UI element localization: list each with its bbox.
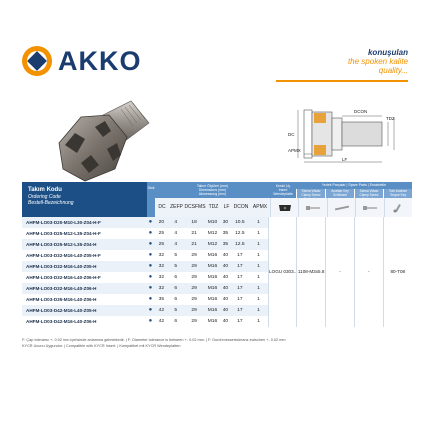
- lf-cell: 40: [220, 305, 231, 316]
- ordering-code-header: [22, 182, 147, 217]
- apmx-cell: 1: [249, 217, 269, 228]
- stock-dot-icon: [147, 239, 155, 250]
- dc-cell: 32: [158, 274, 165, 280]
- header: [0, 0, 434, 90]
- dcsfms-cell: 29: [191, 252, 197, 258]
- stock-dot-icon: [147, 261, 155, 272]
- dcon-cell: 17: [231, 305, 249, 316]
- stock-dot-icon: [147, 283, 155, 294]
- key-icon: [327, 198, 355, 217]
- apmx-cell: 1: [257, 318, 260, 324]
- ordering-code-title-tr: Takım Kodu: [28, 187, 62, 193]
- slogan-line-3: quality...: [378, 66, 408, 75]
- tdz-cell: M16: [207, 252, 218, 258]
- insert-header-de: Wendeplatte: [273, 192, 293, 196]
- apmx-cell: 1: [249, 239, 269, 250]
- dcsfms-cell: 29: [191, 318, 197, 324]
- dcon-cell: 10.5: [231, 217, 249, 228]
- dcsfms-cell: 29: [183, 261, 205, 272]
- lf-cell: 40: [222, 296, 229, 302]
- stock-dot-icon: ●: [148, 230, 153, 236]
- zefp-cell: 5: [168, 261, 183, 272]
- akko-logo: [22, 46, 152, 76]
- col-tdz: TDZ: [208, 204, 219, 210]
- insert-header-en: Insert: [278, 188, 288, 192]
- ordering-code-cell: AHFM-LO03-D25-M12-L35-Z04-H-F: [26, 230, 101, 236]
- zefp-cell: 6: [168, 283, 183, 294]
- footer-line-1: F: Çap toleransı +- 0.02 mm içerisinde anlamına gelmektedir. | F: Diameter tolerance is between +- 0.02 mm. | F: Durchmessertoleranz zwischen +- 0.02 mm: [22, 338, 286, 342]
- col-lf: LF: [223, 204, 230, 210]
- torque-key-value-cell: 80-T08: [383, 217, 412, 327]
- spare-parts-columns: [296, 189, 412, 198]
- zefp-cell: 5: [174, 252, 178, 258]
- stock-dot-icon: ●: [148, 219, 153, 225]
- torque-key-icon: [384, 198, 412, 217]
- insert-icon: [270, 198, 298, 217]
- ordering-code-cell: AHFM-LO03-D25-M12-L35-Z04-H: [22, 239, 147, 250]
- stock-dot-icon: [147, 316, 155, 327]
- lf-cell: 40: [222, 318, 229, 324]
- clamp-screw-value-cell: 1108-M3x5.8: [297, 217, 326, 327]
- lf-cell: 40: [222, 252, 229, 258]
- dcsfms-cell: 21: [183, 239, 205, 250]
- dcon-cell: 12.5: [235, 230, 245, 236]
- clamp-screw-2-value-cell: -: [354, 217, 383, 327]
- lf-cell: 30: [220, 217, 231, 228]
- stock-dot-icon: ●: [148, 296, 153, 302]
- footer-notes: [22, 337, 412, 349]
- apmx-cell: 1: [257, 274, 260, 280]
- apmx-cell: 1: [249, 305, 269, 316]
- lf-cell: 35: [222, 230, 229, 236]
- dc-cell: 32: [154, 261, 168, 272]
- tool-photo: [45, 93, 165, 193]
- lf-cell: 35: [220, 239, 231, 250]
- stock-dot-icon: [147, 294, 155, 305]
- lf-cell: 40: [220, 261, 231, 272]
- stock-dot-icon: [147, 250, 155, 261]
- dcon-cell: 17: [231, 261, 249, 272]
- spare-parts-header: Yedek Parçalar | Spare Parts | Ersatzteile: [296, 182, 412, 189]
- stock-dot-icon: [147, 272, 155, 283]
- lf-cell: 40: [220, 283, 231, 294]
- ordering-code-cell: AHFM-LO03-D32-M16-L40-Z05-H: [22, 261, 147, 272]
- ordering-code-cell: AHFM-LO03-D20-M10-L30-Z04-H-F: [22, 217, 147, 228]
- dimensions-header-en: Dimensions (mm): [198, 188, 227, 192]
- dcsfms-cell: 18: [183, 217, 205, 228]
- zefp-cell: 5: [168, 305, 183, 316]
- dimensions-header: [155, 182, 270, 198]
- spare-col-clamp-screw: Sıkma Vidası Clamp Screw: [296, 189, 325, 198]
- brand-name: AKKO: [58, 46, 142, 76]
- dcon-cell: 17: [231, 283, 249, 294]
- dcon-label: DCON: [354, 109, 368, 114]
- insert-header-tr: Kesici Uç: [275, 184, 291, 188]
- stock-dot-icon: ●: [148, 252, 153, 258]
- dc-cell: 20: [154, 217, 168, 228]
- tdz-cell: M12: [205, 239, 220, 250]
- spare-col-clamp-screw-2: Sıkma Vidası Clamp Screw: [354, 189, 383, 198]
- stock-dot-icon: ●: [148, 307, 153, 313]
- lf-label: LF: [342, 157, 348, 162]
- dcon-cell: 17: [237, 274, 243, 280]
- stock-dot-icon: ●: [148, 318, 153, 324]
- dimensions-header-tr: Takım Ölçüleri (mm): [196, 184, 229, 188]
- clamp-screw-2-icon: [355, 198, 383, 217]
- spare-col-key: Anahtar Key Schlüssel: [325, 189, 354, 198]
- dc-cell: 25: [158, 230, 165, 236]
- dcsfms-cell: 29: [183, 305, 205, 316]
- ordering-code-title-de: Bestell-Bezeichnung: [28, 200, 74, 206]
- apmx-cell: 1: [257, 230, 260, 236]
- ordering-code-cell: AHFM-LO03-D42-M16-L40-Z05-H: [22, 305, 147, 316]
- insert-value-cell: LOGU 0303..: [269, 217, 297, 327]
- spare-col-torque-key: Tork Anahtar Torque Key: [383, 189, 412, 198]
- dc-cell: 42: [154, 305, 168, 316]
- dcsfms-cell: 29: [191, 296, 197, 302]
- stock-header: Stok: [147, 182, 155, 217]
- dimension-columns: [155, 198, 270, 217]
- col-dc: DC: [158, 204, 166, 210]
- ordering-code-cell: AHFM-LO03-D32-M16-L40-Z06-H: [22, 283, 147, 294]
- dc-cell: 25: [154, 239, 168, 250]
- dcon-cell: 17: [237, 296, 243, 302]
- zefp-cell: 4: [174, 230, 178, 236]
- zefp-cell: 6: [174, 318, 178, 324]
- part-icons-row: [270, 198, 412, 217]
- col-zefp: ZEFP: [170, 204, 183, 210]
- stock-dot-icon: [147, 228, 155, 239]
- dc-cell: 32: [154, 283, 168, 294]
- dcon-cell: 17: [237, 252, 243, 258]
- slogan-line-2: the spoken kalite: [347, 57, 408, 66]
- ordering-code-cell: AHFM-LO03-D32-M16-L40-Z05-H-F: [26, 252, 101, 258]
- dcsfms-cell: 21: [191, 230, 197, 236]
- tdz-cell: M16: [205, 261, 220, 272]
- zefp-cell: 4: [168, 239, 183, 250]
- product-rows: [22, 217, 412, 327]
- tdz-cell: M16: [207, 318, 218, 324]
- stock-dot-icon: ●: [148, 274, 153, 280]
- apmx-cell: 1: [257, 296, 260, 302]
- key-value-cell: -: [326, 217, 355, 327]
- dc-label: DC: [288, 132, 295, 137]
- dc-cell: 32: [158, 252, 165, 258]
- stock-dot-icon: ●: [148, 285, 153, 291]
- dimensions-header-de: Abmessung (mm): [198, 192, 227, 196]
- apmx-cell: 1: [257, 252, 260, 258]
- apmx-label: APMX: [288, 148, 301, 153]
- dcon-cell: 12.5: [231, 239, 249, 250]
- insert-header: [270, 182, 296, 198]
- dcon-cell: 17: [237, 318, 243, 324]
- dc-cell: 42: [158, 318, 165, 324]
- tdz-cell: M16: [205, 305, 220, 316]
- stock-dot-icon: [147, 217, 155, 228]
- tdz-cell: M16: [207, 296, 218, 302]
- tdz-label: TDZ: [386, 116, 395, 121]
- dcsfms-cell: 29: [183, 283, 205, 294]
- slogan: [348, 48, 408, 75]
- tdz-cell: M12: [207, 230, 218, 236]
- stock-dot-icon: ●: [148, 263, 153, 269]
- stock-dot-icon: [147, 305, 155, 316]
- zefp-cell: 6: [174, 296, 178, 302]
- tdz-cell: M16: [207, 274, 218, 280]
- apmx-cell: 1: [249, 261, 269, 272]
- tdz-cell: M10: [205, 217, 220, 228]
- zefp-cell: 6: [174, 274, 178, 280]
- clamp-screw-icon: [298, 198, 326, 217]
- stock-dot-icon: ●: [148, 241, 153, 247]
- col-apmx: APMX: [252, 204, 268, 210]
- lf-cell: 40: [222, 274, 229, 280]
- dcsfms-cell: 29: [191, 274, 197, 280]
- ordering-code-title-en: Ordering Code: [28, 194, 61, 200]
- col-dcsfms: DCSFMS: [184, 204, 206, 210]
- apmx-cell: 1: [249, 283, 269, 294]
- table-row: [22, 217, 412, 228]
- ordering-code-cell: AHFM-LO03-D32-M16-L40-Z06-H-F: [26, 274, 101, 280]
- ordering-code-cell: AHFM-LO03-D35-M16-L40-Z06-H: [26, 296, 97, 302]
- zefp-cell: 4: [168, 217, 183, 228]
- col-dcon: DCON: [233, 204, 249, 210]
- tdz-cell: M16: [205, 283, 220, 294]
- slogan-underline: [276, 80, 408, 82]
- footer-line-2: KYCR Ucunu Uygundur. | Compatible with KYCR Insert. | Kompatibel mit KYCR Wendeplatten: [22, 344, 181, 348]
- slogan-line-1: konuşulan: [367, 48, 408, 57]
- dc-cell: 35: [158, 296, 165, 302]
- technical-drawing: [262, 100, 412, 165]
- ordering-code-cell: AHFM-LO03-D42-M16-L40-Z06-H: [26, 318, 97, 324]
